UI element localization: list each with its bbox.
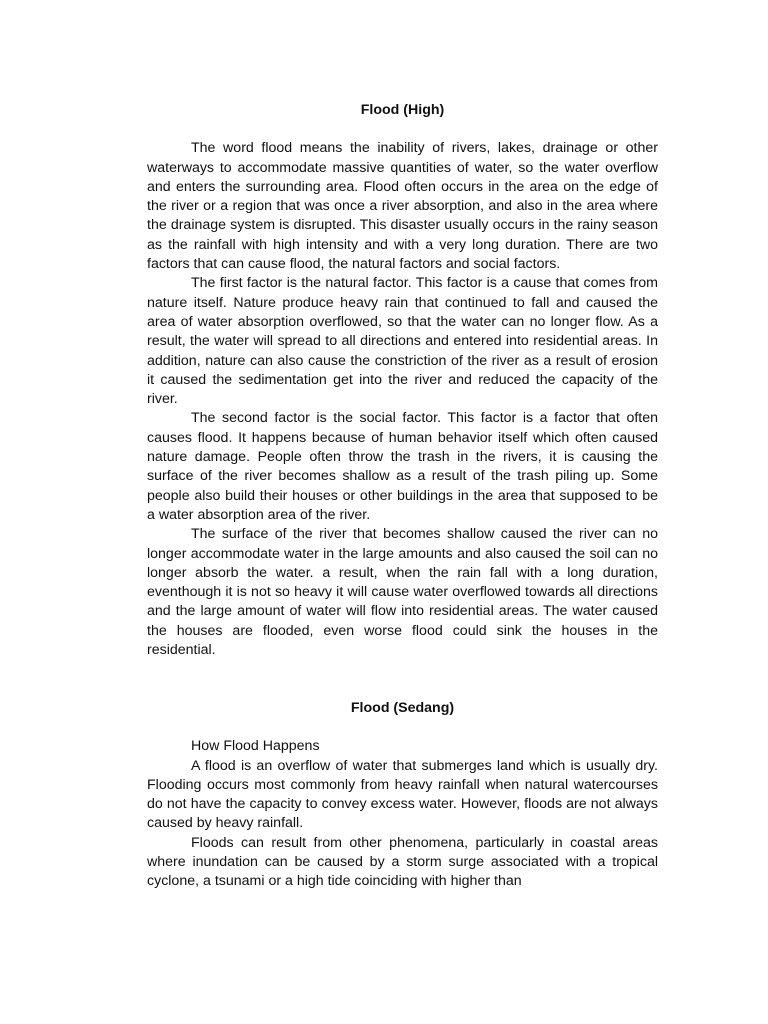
- paragraph: The first factor is the natural factor. This factor is a cause that comes from nature itself. Nature produce heavy rain that continued to fall and caused the area of water absorption overflowed, so that the water can no longer flow. As a result, the water will spread to all directions and entered into residential areas. In addition, nature can also cause the constriction of the river as a result of erosion it caused the sedimentation get into the river and reduced the capacity of the river.: [147, 275, 658, 408]
- document-page: [147, 0, 658, 892]
- section-flood-high: [147, 101, 658, 660]
- section-title: Flood (Sedang): [350, 699, 455, 716]
- section-flood-sedang: [147, 699, 658, 892]
- paragraph: The second factor is the social factor. This factor is a factor that often causes flood. It happens because of human behavior itself which often caused nature damage. People often throw the trash in the rivers, it is causing the surface of the river becomes shallow as a result of the trash piling up. Some people also build their houses or other buildings in the area that supposed to be a water absorption area of the river.: [147, 410, 658, 523]
- paragraph: The surface of the river that becomes shallow caused the river can no longer accommodate water in the large amounts and also caused the soil can no longer absorb the water. a result, when the rain fall with a long duration, eventhough it is not so heavy it will cause water overflowed towards all directions and the large amount of water will flow into residential areas. The water caused the houses are flooded, even worse flood could sink the houses in the residential.: [147, 526, 658, 659]
- paragraph: A flood is an overflow of water that submerges land which is usually dry. Flooding occurs most commonly from heavy rainfall when natural watercourses do not have the capacity to convey excess water. However, floods are not always caused by heavy rainfall.: [147, 757, 658, 832]
- paragraph: The word flood means the inability of rivers, lakes, drainage or other waterways to accommodate massive quantities of water, so the water overflow and enters the surrounding area. Flood often occurs in the area on the edge of the river or a region that was once a river absorption, and also in the area where the drainage system is disrupted. This disaster usually occurs in the rainy season as the rainfall with high intensity and with a very long duration. There are two factors that can cause flood, the natural factors and social factors.: [147, 140, 658, 273]
- paragraph: Floods can result from other phenomena, particularly in coastal areas where inundation can be caused by a storm surge associated with a tropical cyclone, a tsunami or a high tide coinciding with higher than: [147, 834, 658, 890]
- sub-heading: How Flood Happens: [191, 738, 320, 755]
- section-title: Flood (High): [360, 102, 445, 118]
